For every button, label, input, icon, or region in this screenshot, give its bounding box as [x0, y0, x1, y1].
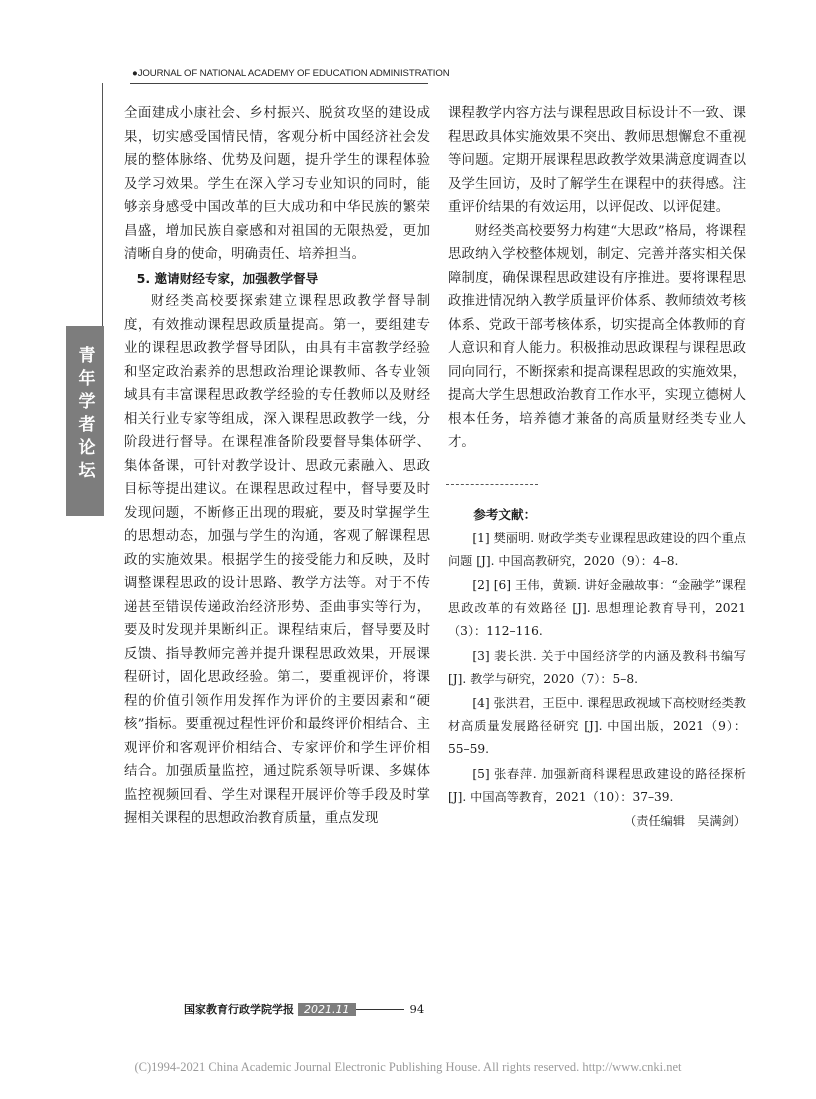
- paragraph: 财经类高校要努力构建“大思政”格局，将课程思政纳入学校整体规划，制定、完善并落实相关保障制度，确保课程思政建设有序推进。要将课程思政推进情况纳入教学质量评价体系、教师绩效考核体系、党政干部考核体系，切实提高全体教师的育人意识和育人能力。积极推动思政课程与课程思政同向同行，不断探索和提高课程思政的实施效果，提高大学生思想政治教育工作水平，实现立德树人根本任务，培养德才兼备的高质量财经类专业人才。: [448, 223, 746, 450]
- reference-item: [1] 樊丽明. 财政学类专业课程思政建设的四个重点问题 [J]. 中国高教研究，2020（9）：4–8.: [448, 530, 746, 568]
- section-tab-label: 青年学者论坛: [74, 346, 95, 484]
- section-tab: [66, 326, 104, 516]
- page-footer: [184, 1001, 424, 1017]
- references-divider: [446, 484, 538, 485]
- section-heading: 5. 邀请财经专家，加强教学督导: [136, 270, 319, 286]
- footer-journal-name: 国家教育行政学院学报: [184, 1003, 294, 1016]
- footer-issue: 2021.11: [298, 1003, 356, 1016]
- paragraph: 课程教学内容方法与课程思政目标设计不一致、课程思政具体实施效果不突出、教师思想懈怠不重视等问题。定期开展课程思政教学效果满意度调查以及学生回访，及时了解学生在课程中的获得感。注重评价结果的有效运用，以评促改、以评促建。: [448, 106, 746, 215]
- margin-rule: [102, 83, 103, 333]
- page-number: 94: [409, 1002, 425, 1016]
- left-column: [124, 102, 430, 831]
- references-title: 参考文献：: [473, 507, 537, 522]
- paragraph: 全面建成小康社会、乡村振兴、脱贫攻坚的建设成果，切实感受国情民情，客观分析中国经济社会发展的整体脉络、优势及问题，提升学生的课程体验及学习效果。学生在深入学习专业知识的同时，能够亲身感受中国改革的巨大成功和中华民族的繁荣昌盛，增加民族自豪感和对祖国的无限热爱，更加清晰自身的使命，明确责任、培养担当。: [124, 106, 430, 262]
- reference-item: [2] [6] 王伟，黄颖. 讲好金融故事：“金融学”课程思政改革的有效路径 [J]. 思想理论教育导刊，2021（3）：112–116.: [448, 578, 746, 638]
- reference-item: [5] 张春萍. 加强新商科课程思政建设的路径探析 [J]. 中国高等教育，2021（10）：37–39.: [448, 766, 746, 804]
- header-rule: [130, 83, 428, 84]
- paragraph: 财经类高校要探索建立课程思政教学督导制度，有效推动课程思政质量提高。第一，要组建专业的课程思政教学督导团队，由具有丰富教学经验和坚定政治素养的思想政治理论课教师、各专业领域具有丰富课程思政教学经验的专任教师以及财经相关行业专家等组成，深入课程思政教学一线，分阶段进行督导。在课程准备阶段要督导集体研学、集体备课，可针对教学设计、思政元素融入、思政目标等提出建议。在课程思政过程中，督导要及时发现问题，不断修正出现的瑕疵，要及时掌握学生的思想动态，加强与学生的沟通，客观了解课程思政的实施效果。根据学生的接受能力和反映，及时调整课程思政的设计思路、教学方法等。对于不传递甚至错误传递政治经济形势、歪曲事实等行为，要及时发现并果断纠正。课程结束后，督导要及时反馈、指导教师完善并提升课程思政效果，开展课程研讨，固化思政经验。第二，要重视评价，将课程的价值引领作用发挥作为评价的主要因素和“硬核”指标。要重视过程性评价和最终评价相结合、主观评价和客观评价相结合、专家评价和学生评价相结合。加强质量监控，通过院系领导听课、多媒体监控视频回看、学生对课程开展评价等手段及时掌握相关课程的思想政治教育质量，重点发现: [124, 294, 430, 826]
- reference-item: [3] 裴长洪. 关于中国经济学的内涵及教科书编写 [J]. 教学与研究，2020（7）：5–8.: [448, 648, 746, 686]
- reference-item: [4] 张洪君，王臣中. 课程思政视域下高校财经类教材高质量发展路径研究 [J]. 中国出版，2021（9）：55–59.: [448, 696, 746, 756]
- references: [448, 504, 746, 833]
- copyright-notice: (C)1994-2021 China Academic Journal Electronic Publishing House. All rights reserved. http://www.cnki.net: [134, 1060, 682, 1074]
- responsible-editor: （责任编辑 吴满剑）: [624, 814, 746, 829]
- running-header: ●JOURNAL OF NATIONAL ACADEMY OF EDUCATION ADMINISTRATION: [132, 68, 450, 79]
- right-column: [448, 102, 746, 455]
- footer-rule: [356, 1009, 404, 1010]
